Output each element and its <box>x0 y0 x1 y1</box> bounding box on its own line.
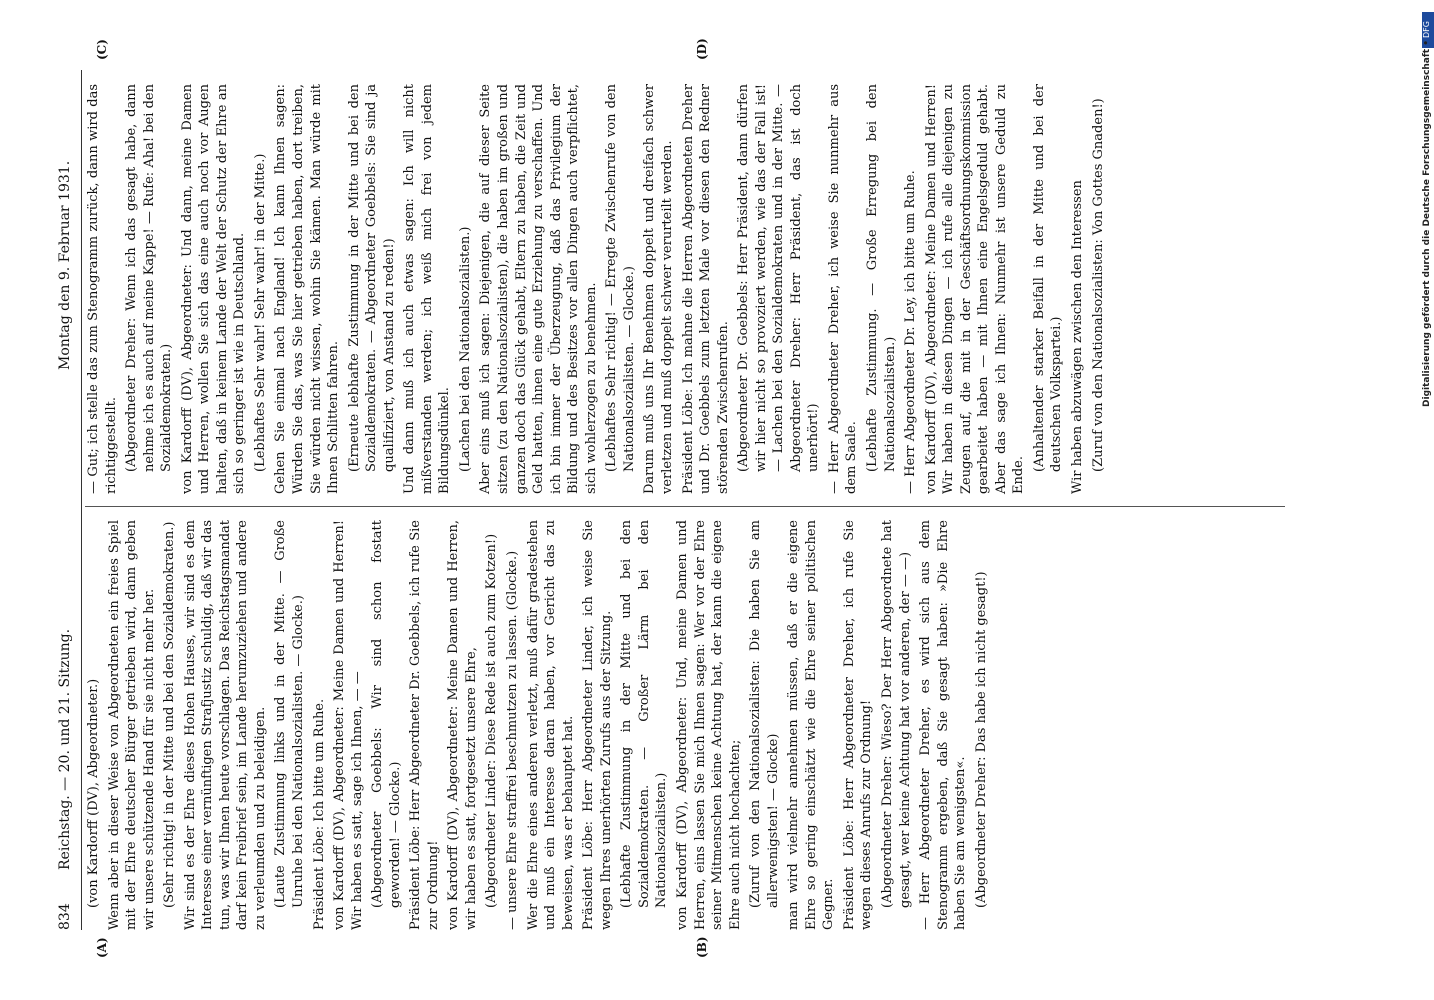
page-header <box>55 70 79 930</box>
page-number: 834 <box>57 903 73 930</box>
paragraph: Wer die Ehre eines anderen verletzt, muß dafür gradestehen und muß ein Interesse daran haben, vor Gericht das zu beweisen, was er behauptet hat. <box>525 520 576 930</box>
paragraph: — Herr Abgeordneter Dreher, es wird sich aus dem Stenogramm ergeben, daß Sie gesagt haben: »Die Ehre haben Sie am wenigsten«. <box>918 520 969 930</box>
paragraph: Wir haben abzuwägen zwischen den Interessen <box>1069 180 1085 494</box>
margin-marker-a: (A) <box>95 937 109 958</box>
paragraph: — Herr Abgeordneter Dreher, ich weise Sie nunmehr aus dem Saale. <box>826 84 860 494</box>
paragraph: von Kardorff (DV), Abgeordneter: Meine Damen und Herren! Wir haben in diesen Dingen — ich rufe alle diejenigen zu Zeugen auf, die mit in der Geschäftsordnungskommission gearbeitet haben — mit Ihnen eine Engelsgeduld gehabt. Aber das sage ich Ihnen: Nunmehr ist unsere Geduld zu Ende. <box>923 84 1027 494</box>
paragraph: von Kardorff (DV), Abgeordneter: Meine Damen und Herren, wir haben es satt, fortgesetzt unsere Ehre, <box>446 520 479 930</box>
margin-marker-c: (C) <box>95 39 109 60</box>
right-column <box>85 84 1110 494</box>
paragraph: von Kardorff (DV), Abgeordneter: Und, meine Damen und Herren, eins lassen Sie mich Ihnen sagen: Wer vor der Ehre seiner Mitmenschen keine Achtung hat, der kann die eigene Ehre auch nicht hochachten; <box>674 520 743 930</box>
paragraph: — unsere Ehre straffrei beschmutzen zu lassen. (Glocke.) <box>505 550 521 930</box>
paragraph: (Lebhafte Zustimmung. — Große Erregung bei den Nationalsozialisten.) <box>864 84 898 472</box>
paragraph: (Zuruf von den Nationalsozialisten: Von Gottes Gnaden!) <box>1090 98 1106 472</box>
paragraph: (Lebhafte Zustimmung in der Mitte und bei den Sozialdemokraten. — Großer Lärm bei den Nationalsozialisten.) <box>619 520 670 908</box>
paragraph: (Zuruf von den Nationalsozialisten: Die haben Sie am allerwenigsten! — Glocke) <box>748 520 781 908</box>
funding-sidebar <box>1422 0 1434 1000</box>
paragraph: (Lebhaftes Sehr richtig! — Erregte Zwischenrufe von den Nationalsozialisten. — Glocke.) <box>604 84 637 472</box>
paragraph: (Abgeordneter Dreher: Wieso? Der Herr Abgeordnete hat gesagt, wer keine Achtung hat vor anderen, der — —) <box>879 520 913 908</box>
paragraph: (Abgeordneter Dr. Goebbels: Herr Präsident, dann dürfen wir hier nicht so provoziert werden, wie das der Fall ist! — Lachen bei den Sozialdemokraten und in der Mitte. — Abgeordneter Dreher: Herr Präsident, das ist doch unerhört!) <box>736 84 822 472</box>
paragraph: (Sehr richtig! in der Mitte und bei den Sozialdemokraten.) <box>162 521 178 908</box>
paragraph: man wird vielmehr annehmen müssen, daß er die eigene Ehre so gering einschätzt wie die Ehre seiner politischen Gegner. <box>786 520 837 930</box>
paragraph: Und dann muß ich auch etwas sagen: Ich will nicht mißverstanden werden; ich weiß mich frei von jedem Bildungsdünkel. <box>402 84 453 494</box>
margin-marker-b: (B) <box>695 936 709 958</box>
paragraph: Präsident Löbe: Herr Abgeordneter Dr. Goebbels, ich rufe Sie zur Ordnung! <box>408 520 441 930</box>
dfg-logo: DFG <box>1422 12 1434 48</box>
paragraph: (Laute Zustimmung links und in der Mitte. — Große Unruhe bei den Nationalsozialisten. — Glocke.) <box>273 520 307 908</box>
paragraph: Präsident Löbe: Herr Abgeordneter Dreher, ich rufe Sie wegen dieses Anrufs zur Ordnung! <box>841 520 875 930</box>
paragraph: Aber eins muß ich sagen: Diejenigen, die auf dieser Seite sitzen (zu den Nationalsozialisten), die haben im großen und ganzen doch das Glück gehabt, Eltern zu haben, die Zeit und Geld hatten, ihnen eine gute Erziehung zu verschaffen. Und ich bin immer der Überzeugung, daß das Privilegium der Bildung und des Besitzes vor allen Dingen auch verpflichtet, sich wohlerzogen zu benehmen. <box>478 84 599 494</box>
paragraph: Wenn aber in dieser Weise von Abgeordneten ein freies Spiel mit der Ehre deutscher Bürger getrieben wird, dann geben wir unsere schützende Hand für sie nicht mehr her. <box>106 520 157 930</box>
paragraph: (Abgeordneter Dreher: Wenn ich das gesagt habe, dann nehme ich es auch auf meine Kappe! — Rufe: Aha! bei den Sozialdemokraten.) <box>124 84 175 472</box>
paragraph: (von Kardorff (DV), Abgeordneter.) <box>86 678 101 908</box>
left-column <box>85 520 993 930</box>
paragraph: — Gut; ich stelle das zum Stenogramm zurück, dann wird das richtiggestellt. <box>86 84 119 494</box>
paragraph: Präsident Löbe: Ich bitte um Ruhe. <box>311 698 327 930</box>
paragraph: Wir sind es der Ehre dieses Hohen Hauses, wir sind es dem Interesse einer vernünftigen Strafjustiz schuldig, daß wir das tun, was wir Ihnen heute vorschlagen. Das Reichstagsmandat darf kein Freibrief sein, im Lande herumzuziehen und andere zu verleumden und zu beleidigen. <box>182 520 268 930</box>
paragraph: Präsident Löbe: Ich mahne die Herren Abgeordneten Dreher und Dr. Goebbels zum letzten Male vor diesen den Redner störenden Zwischenrufen. <box>680 84 731 494</box>
paragraph: von Kardorff (DV), Abgeordneter: Meine Damen und Herren! Wir haben es satt, sage ich Ihnen, — — <box>332 520 365 930</box>
paragraph: — Herr Abgeordneter Dr. Ley, ich bitte um Ruhe. <box>903 170 919 494</box>
paragraph: (Lachen bei den Nationalsozialisten.) <box>457 226 473 472</box>
header-left-title: Reichstag. — 20. und 21. Sitzung. <box>57 628 73 870</box>
paragraph: (Anhaltender starker Beifall in der Mitte und bei der deutschen Volkspartei.) <box>1031 84 1065 472</box>
margin-marker-d: (D) <box>695 38 709 60</box>
rotated-page-content <box>55 38 1295 958</box>
paragraph: (Abgeordneter Goebbels: Wir sind schon fostatt geworden! — Glocke.) <box>370 520 403 908</box>
paragraph: von Kardorff (DV), Abgeordneter: Und dann, meine Damen und Herren, wollen Sie sich das eine auch noch vor Augen halten, daß in keinem Lande der Welt der Schutz der Ehre an sich so geringer ist wie in Deutschland. <box>179 84 248 494</box>
paragraph: Darum muß uns Ihr Benehmen doppelt und dreifach schwer verletzen und muß doppelt schwer verurteilt werden. <box>642 84 675 494</box>
header-rule <box>81 70 82 930</box>
header-right-date: Montag den 9. Februar 1931. <box>57 160 73 370</box>
paragraph: (Erneute lebhafte Zustimmung in der Mitte und bei den Sozialdemokraten. — Abgeordneter Goebbels: Sie sind ja qualifiziert, von Anstand zu reden!) <box>346 84 397 472</box>
paragraph: Gehen Sie einmal nach England! Ich kann Ihnen sagen: Würden Sie das, was Sie hier getrieben haben, dort treiben, Sie würden nicht wissen, wohin Sie kämen. Man würde mit Ihnen Schlitten fahren. <box>273 84 342 494</box>
paragraph: (Lebhaftes Sehr wahr! Sehr wahr! in der Mitte.) <box>252 153 268 472</box>
funding-note: Digitalisierung gefördert durch die Deutsche Forschungsgemeinschaft • <box>1422 40 1432 407</box>
paragraph: (Abgeordneter Dreher: Das habe ich nicht gesagt!) <box>973 571 989 908</box>
paragraph: (Abgeordneter Linder: Diese Rede ist auch zum Kotzen!) <box>484 533 500 908</box>
column-divider <box>85 506 1285 507</box>
paragraph: Präsident Löbe: Herr Abgeordneter Linder, ich weise Sie wegen Ihres unerhörten Zurufs aus der Sitzung. <box>581 520 614 930</box>
